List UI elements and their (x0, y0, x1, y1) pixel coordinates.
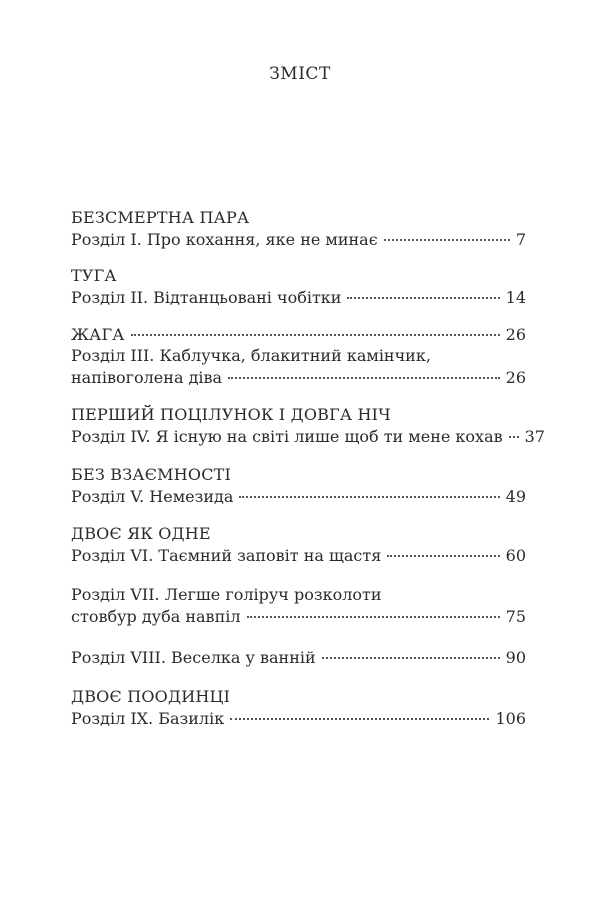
entry-title: Розділ IV. Я існую на світі лише щоб ти мене кохав (71, 427, 503, 446)
part-heading: ТУГА (71, 266, 117, 285)
toc-entry[interactable] (71, 707, 526, 731)
toc-entry[interactable] (71, 425, 545, 449)
toc-entry[interactable] (71, 228, 526, 252)
dot-leader (387, 554, 499, 557)
dot-leader (230, 717, 489, 720)
dot-leader (239, 495, 499, 498)
toc-entry[interactable] (71, 286, 526, 310)
dot-leader (384, 238, 510, 241)
dot-leader (347, 296, 499, 299)
page-number: 106 (495, 709, 526, 728)
page-number: 90 (505, 648, 526, 667)
part-heading: БЕЗ ВЗАЄМНОСТІ (71, 465, 232, 484)
toc-entry[interactable] (71, 485, 526, 509)
toc-entry[interactable] (71, 605, 526, 629)
part-heading: ЖАГА (71, 325, 125, 344)
page-number: 37 (524, 427, 545, 446)
part-heading: БЕЗСМЕРТНА ПАРА (71, 208, 250, 227)
entry-title-line: Розділ VII. Легше голіруч розколоти (71, 585, 382, 604)
page-number: 26 (505, 368, 526, 387)
part-heading: ДВОЄ ПООДИНЦІ (71, 687, 231, 706)
entry-title-line: Розділ ІІІ. Каблучка, блакитний камінчик, (71, 346, 431, 365)
entry-title: Розділ V. Немезида (71, 487, 234, 506)
page-number: 75 (505, 607, 526, 626)
page-number: 49 (505, 487, 526, 506)
part-heading: ДВОЄ ЯК ОДНЕ (71, 524, 211, 543)
entry-title: Розділ VIII. Веселка у ванній (71, 648, 316, 667)
page-number: 7 (515, 230, 526, 249)
entry-title: Розділ IX. Базилік (71, 709, 225, 728)
part-heading: ПЕРШИЙ ПОЦІЛУНОК І ДОВГА НІЧ (71, 405, 391, 424)
page-number: 14 (505, 288, 526, 307)
page-title: ЗМІСТ (269, 64, 331, 84)
toc-entry[interactable] (71, 366, 526, 390)
page-number: 26 (505, 325, 526, 344)
entry-title: стовбур дуба навпіл (71, 607, 241, 626)
toc-entry[interactable] (71, 646, 526, 670)
entry-title: напівоголена діва (71, 368, 223, 387)
dot-leader (131, 333, 500, 336)
entry-title: Розділ ІІ. Відтанцьовані чобітки (71, 288, 342, 307)
dot-leader (247, 615, 500, 618)
toc-entry[interactable] (71, 544, 526, 568)
dot-leader (228, 376, 500, 379)
dot-leader (322, 656, 500, 659)
entry-title: Розділ І. Про кохання, яке не минає (71, 230, 378, 249)
dot-leader (509, 435, 519, 438)
page-number: 60 (505, 546, 526, 565)
entry-title: Розділ VI. Таємний заповіт на щастя (71, 546, 382, 565)
